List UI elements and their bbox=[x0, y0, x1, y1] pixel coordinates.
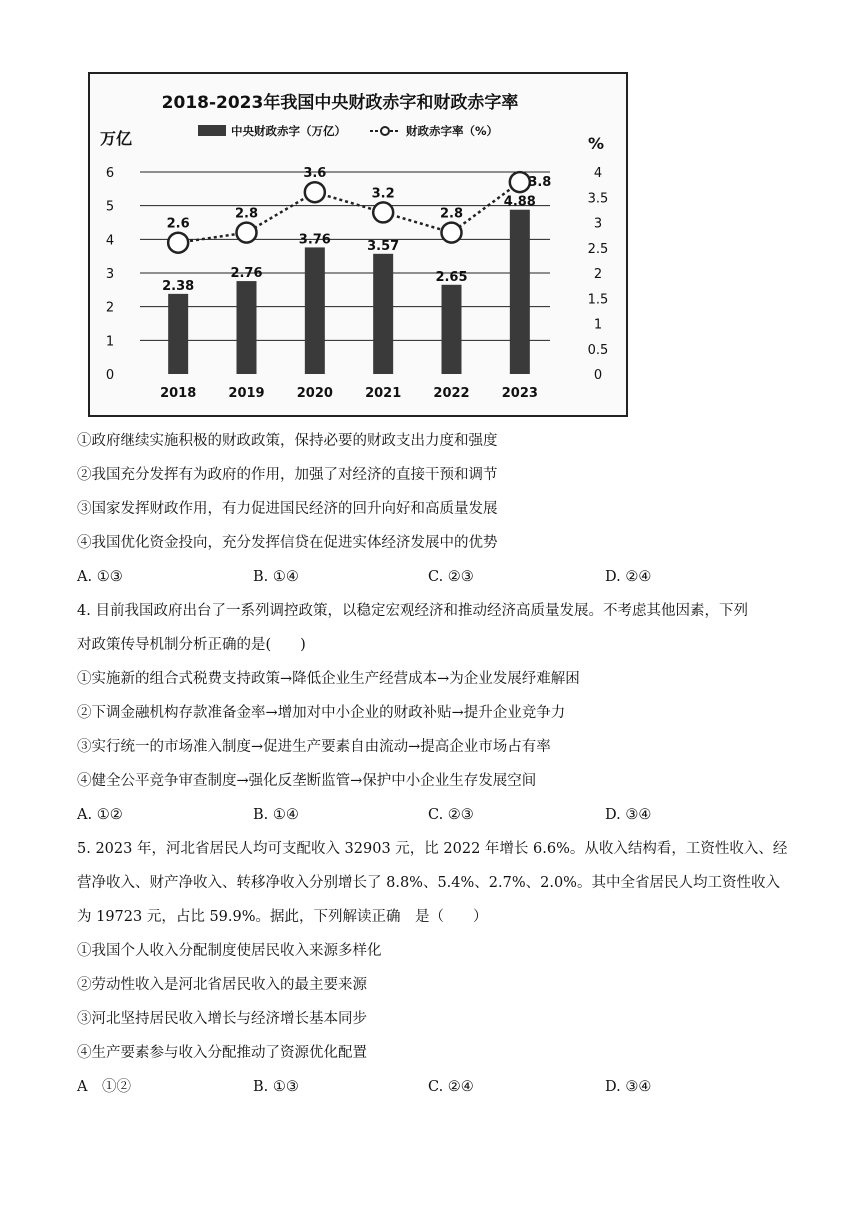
x-axis-ticks bbox=[160, 386, 538, 401]
q5-choice-b[interactable]: B. ①③ bbox=[253, 1079, 299, 1095]
y-axis-left-label: 万亿 bbox=[100, 129, 133, 148]
bar-value-label: 2.38 bbox=[162, 278, 195, 294]
q4-option-4: ④健全公平竞争审查制度→强化反垄断监管→保护中小企业生存发展空间 bbox=[77, 773, 537, 789]
y-axis-right-label: % bbox=[588, 134, 605, 153]
q3-option-4: ④我国优化资金投向，充分发挥信贷在促进实体经济发展中的优势 bbox=[77, 535, 498, 551]
y-left-tick-label: 0 bbox=[105, 368, 115, 383]
y-right-tick-label: 1 bbox=[593, 317, 603, 333]
q4-choice-c[interactable]: C. ②③ bbox=[428, 807, 474, 823]
q5-stem-line-1: 5. 2023 年，河北省居民人均可支配收入 32903 元，比 2022 年增长 6.6%。从收入结构看，工资性收入、经 bbox=[77, 841, 788, 857]
rate-value-label: 3.2 bbox=[371, 186, 395, 202]
q3-option-2: ②我国充分发挥有为政府的作用，加强了对经济的直接干预和调节 bbox=[77, 467, 498, 483]
q4-choices bbox=[77, 805, 777, 825]
x-tick-label: 2021 bbox=[365, 386, 402, 401]
y-left-tick-label: 1 bbox=[105, 334, 115, 350]
q3-choice-c[interactable]: C. ②③ bbox=[428, 569, 474, 585]
bar-value-label: 3.76 bbox=[298, 232, 331, 248]
q5-choice-a[interactable]: A ①② bbox=[77, 1079, 131, 1095]
y-right-tick-label: 4 bbox=[593, 166, 603, 181]
bar-series bbox=[162, 195, 536, 374]
q5-option-3: ③河北坚持居民收入增长与经济增长基本同步 bbox=[77, 1011, 367, 1027]
y-right-tick-label: 0 bbox=[593, 368, 603, 383]
q3-option-1: ①政府继续实施积极的财政政策，保持必要的财政支出力度和强度 bbox=[77, 433, 498, 449]
q4-choice-d[interactable]: D. ③④ bbox=[605, 807, 652, 823]
rate-value-label: 3.6 bbox=[303, 166, 327, 182]
q4-stem-line-1: 4. 目前我国政府出台了一系列调控政策，以稳定宏观经济和推动经济高质量发展。不考虑其他因素，下列 bbox=[77, 603, 748, 619]
rate-value-label: 2.6 bbox=[166, 216, 190, 232]
q3-choice-d[interactable]: D. ②④ bbox=[605, 569, 652, 585]
y-right-tick-label: 0.5 bbox=[587, 342, 609, 358]
q3-option-3: ③国家发挥财政作用，有力促进国民经济的回升向好和高质量发展 bbox=[77, 501, 498, 517]
q5-choices bbox=[77, 1077, 777, 1097]
q4-option-3: ③实行统一的市场准入制度→促进生产要素自由流动→提高企业市场占有率 bbox=[77, 739, 551, 755]
y-left-tick-label: 5 bbox=[105, 199, 115, 215]
x-tick-label: 2020 bbox=[296, 386, 333, 401]
rate-value-label: 3.8 bbox=[528, 175, 552, 191]
bar-value-label: 2.65 bbox=[435, 269, 468, 285]
bar-value-label: 3.57 bbox=[367, 238, 400, 254]
q4-option-2: ②下调金融机构存款准备金率→增加对中小企业的财政补贴→提升企业竞争力 bbox=[77, 705, 566, 721]
y-axis-left-ticks bbox=[106, 166, 114, 383]
bar-2022 bbox=[442, 285, 462, 374]
x-tick-label: 2022 bbox=[433, 386, 470, 401]
q5-option-1: ①我国个人收入分配制度使居民收入来源多样化 bbox=[77, 943, 382, 959]
bar-2021 bbox=[373, 254, 393, 374]
q4-stem-line-2: 对政策传导机制分析正确的是( ) bbox=[77, 637, 306, 653]
rate-marker-2023 bbox=[510, 172, 530, 192]
x-tick-label: 2023 bbox=[501, 386, 538, 401]
q3-choice-b[interactable]: B. ①④ bbox=[253, 569, 299, 585]
y-right-tick-label: 2 bbox=[593, 267, 603, 282]
y-right-tick-label: 2.5 bbox=[587, 241, 609, 257]
y-left-tick-label: 6 bbox=[105, 166, 115, 181]
q4-option-1: ①实施新的组合式税费支持政策→降低企业生产经营成本→为企业发展纾难解困 bbox=[77, 671, 580, 687]
bar-value-label: 4.88 bbox=[503, 194, 536, 210]
rate-line bbox=[178, 182, 520, 243]
q5-choice-d[interactable]: D. ③④ bbox=[605, 1079, 652, 1095]
q3-choice-a[interactable]: A. ①③ bbox=[77, 569, 123, 585]
q3-choices bbox=[77, 567, 777, 587]
rate-marker-2022 bbox=[442, 223, 462, 243]
bar-2023 bbox=[510, 210, 530, 374]
bar-2020 bbox=[305, 247, 325, 374]
y-left-tick-label: 3 bbox=[105, 267, 115, 282]
q5-option-2: ②劳动性收入是河北省居民收入的最主要来源 bbox=[77, 977, 367, 993]
bar-2019 bbox=[237, 281, 257, 374]
rate-value-label: 2.8 bbox=[439, 206, 464, 222]
legend-bar-swatch bbox=[198, 125, 226, 136]
q5-choice-c[interactable]: C. ②④ bbox=[428, 1079, 474, 1095]
bar-2018 bbox=[168, 294, 188, 374]
chart-legend bbox=[198, 124, 498, 138]
q5-stem-line-2: 营净收入、财产净收入、转移净收入分别增长了 8.8%、5.4%、2.7%、2.0%。其中全省居民人均工资性收入 bbox=[77, 875, 780, 891]
gridlines bbox=[140, 172, 550, 340]
y-left-tick-label: 4 bbox=[105, 233, 115, 249]
rate-marker-2019 bbox=[237, 223, 257, 243]
x-tick-label: 2019 bbox=[228, 386, 265, 401]
y-right-tick-label: 3 bbox=[593, 216, 603, 232]
y-axis-right-ticks bbox=[588, 166, 609, 383]
y-right-tick-label: 1.5 bbox=[587, 292, 609, 308]
rate-marker-2021 bbox=[373, 202, 393, 222]
q5-stem-line-3: 为 19723 元，占比 59.9%。据此，下列解读正确 是（ ） bbox=[77, 909, 488, 925]
deficit-chart bbox=[88, 72, 628, 417]
x-tick-label: 2018 bbox=[160, 386, 197, 401]
y-right-tick-label: 3.5 bbox=[587, 191, 609, 207]
rate-marker-2018 bbox=[168, 233, 188, 253]
legend-line-marker bbox=[381, 127, 389, 135]
chart-title: 2018-2023年我国中央财政赤字和财政赤字率 bbox=[161, 93, 519, 113]
q4-choice-a[interactable]: A. ①② bbox=[77, 807, 123, 823]
legend-bar-label: 中央财政赤字（万亿） bbox=[231, 124, 346, 138]
rate-marker-2020 bbox=[305, 182, 325, 202]
y-left-tick-label: 2 bbox=[105, 300, 115, 316]
legend-line-label: 财政赤字率（%） bbox=[406, 124, 499, 138]
bar-value-label: 2.76 bbox=[230, 266, 263, 282]
q5-option-4: ④生产要素参与收入分配推动了资源优化配置 bbox=[77, 1045, 367, 1061]
rate-value-label: 2.8 bbox=[234, 206, 259, 222]
q4-choice-b[interactable]: B. ①④ bbox=[253, 807, 299, 823]
